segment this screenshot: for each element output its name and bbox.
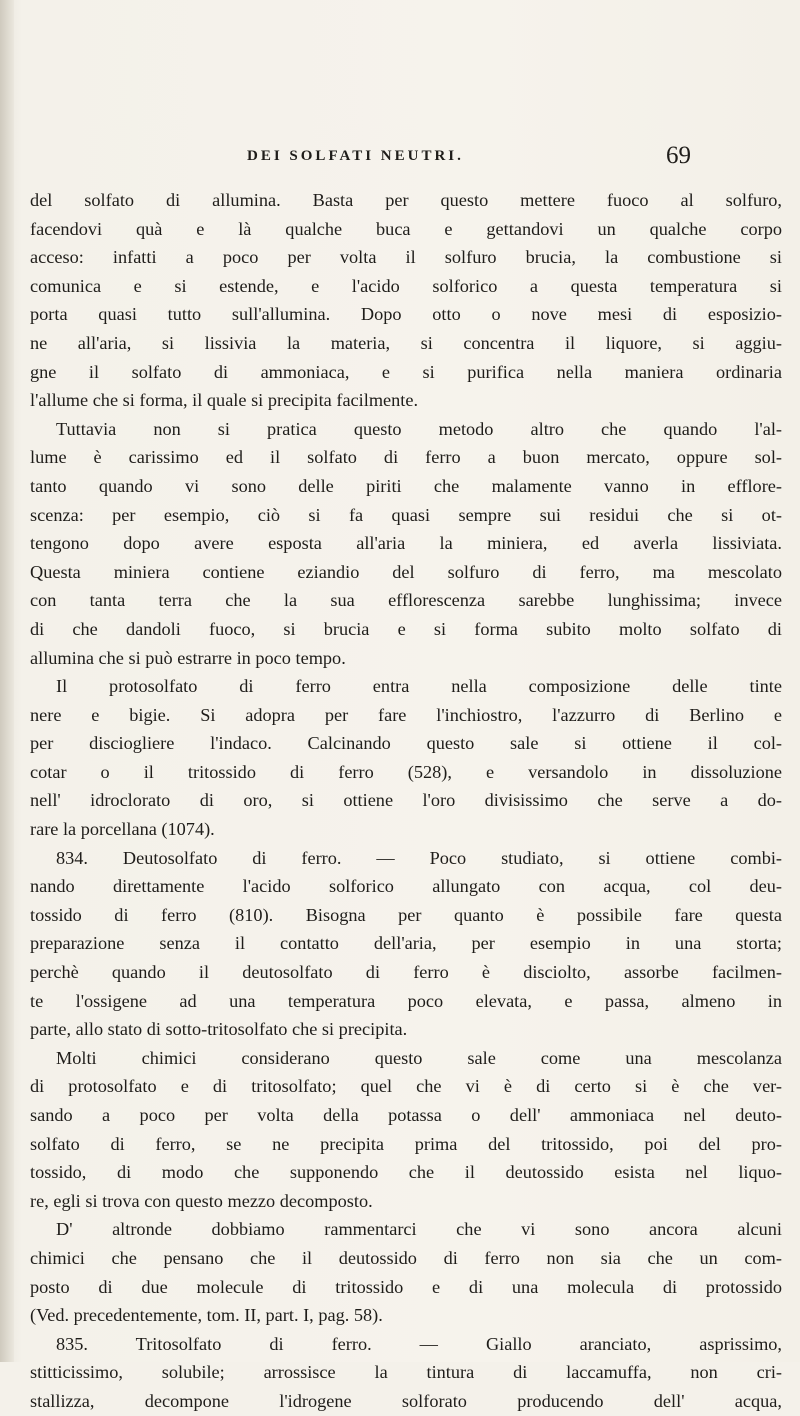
text-line: scenza: per esempio, ciò si fa quasi sempre sui residui che si ot- xyxy=(30,504,782,525)
text-line: facendovi quà e là qualche buca e gettandovi un qualche corpo xyxy=(30,218,782,239)
text-line: (Ved. precedentemente, tom. II, part. I, pag. 58). xyxy=(30,1305,383,1326)
text-line: stitticissimo, solubile; arrossisce la tintura di laccamuffa, non cri- xyxy=(30,1362,782,1383)
text-line: stallizza, decompone l'idrogene solforato producendo dell' acqua, xyxy=(30,1390,782,1411)
text-line: perchè quando il deutosolfato di ferro è disciolto, assorbe facilmen- xyxy=(30,962,782,983)
text-line: Il protosolfato di ferro entra nella composizione delle tinte xyxy=(56,676,782,697)
text-line: tossido, di modo che supponendo che il deutossido esista nel liquo- xyxy=(30,1162,782,1183)
text-line: D' altronde dobbiamo rammentarci che vi sono ancora alcuni xyxy=(56,1219,782,1240)
text-line: nell' idroclorato di oro, si ottiene l'oro divisissimo che serve a do- xyxy=(30,790,782,811)
text-line: solfato di ferro, se ne precipita prima del tritossido, poi del pro- xyxy=(30,1133,782,1154)
running-head: DEI SOLFATI NEUTRI. xyxy=(247,148,464,164)
text-line: per disciogliere l'indaco. Calcinando questo sale si ottiene il col- xyxy=(30,733,782,754)
text-line: allumina che si può estrarre in poco tempo. xyxy=(30,647,346,668)
text-line: tengono dopo avere esposta all'aria la miniera, ed averla lissiviata. xyxy=(30,533,782,554)
text-line: preparazione senza il contatto dell'aria, per esempio in una storta; xyxy=(30,933,782,954)
text-line: gne il solfato di ammoniaca, e si purifica nella maniera ordinaria xyxy=(30,361,782,382)
text-line: tanto quando vi sono delle piriti che malamente vanno in efflore- xyxy=(30,475,782,496)
text-line: Tuttavia non si pratica questo metodo altro che quando l'al- xyxy=(56,418,782,439)
text-line: nando direttamente l'acido solforico allungato con acqua, col deu- xyxy=(30,876,782,897)
text-line: cotar o il tritossido di ferro (528), e versandolo in dissoluzione xyxy=(30,761,782,782)
text-line: te l'ossigene ad una temperatura poco elevata, e passa, almeno in xyxy=(30,990,782,1011)
page-number: 69 xyxy=(666,142,691,169)
text-line: l'allume che si forma, il quale si precipita facilmente. xyxy=(30,390,419,411)
text-line: posto di due molecule di tritossido e di una molecula di protossido xyxy=(30,1276,782,1297)
text-line: rare la porcellana (1074). xyxy=(30,819,215,840)
text-line: parte, allo stato di sotto-tritosolfato che si precipita. xyxy=(30,1019,408,1040)
text-line: 834. Deutosolfato di ferro. — Poco studiato, si ottiene combi- xyxy=(56,847,782,868)
text-line: Molti chimici considerano questo sale come una mescolanza xyxy=(56,1047,782,1068)
body-text xyxy=(30,186,782,1416)
text-line: ne all'aria, si lissivia la materia, si concentra il liquore, si aggiu- xyxy=(30,332,782,353)
text-line: comunica e si estende, e l'acido solforico a questa temperatura si xyxy=(30,275,782,296)
text-line: del solfato di allumina. Basta per questo mettere fuoco al solfuro, xyxy=(30,190,782,210)
text-line: di che dandoli fuoco, si brucia e si forma subito molto solfato di xyxy=(30,618,782,639)
text-line: di protosolfato e di tritosolfato; quel che vi è di certo si è che ver- xyxy=(30,1076,782,1097)
text-line: lume è carissimo ed il solfato di ferro a buon mercato, oppure sol- xyxy=(30,447,782,468)
text-line: porta quasi tutto sull'allumina. Dopo otto o nove mesi di esposizio- xyxy=(30,304,782,325)
page-header xyxy=(0,142,800,182)
page-gutter xyxy=(0,0,14,1362)
text-line: sando a poco per volta della potassa o dell' ammoniaca nel deuto- xyxy=(30,1105,782,1125)
text-line: tossido di ferro (810). Bisogna per quanto è possibile fare questa xyxy=(30,904,782,925)
text-line: Questa miniera contiene eziandio del solfuro di ferro, ma mescolato xyxy=(30,561,782,582)
text-line: re, egli si trova con questo mezzo decomposto. xyxy=(30,1190,373,1211)
text-line: nere e bigie. Si adopra per fare l'inchiostro, l'azzurro di Berlino e xyxy=(30,704,782,725)
text-line: chimici che pensano che il deutossido di ferro non sia che un com- xyxy=(30,1247,782,1268)
text-line: 835. Tritosolfato di ferro. — Giallo aranciato, asprissimo, xyxy=(56,1333,782,1354)
text-line: con tanta terra che la sua efflorescenza sarebbe lunghissima; invece xyxy=(30,590,782,611)
text-line: acceso: infatti a poco per volta il solfuro brucia, la combustione si xyxy=(30,247,782,268)
